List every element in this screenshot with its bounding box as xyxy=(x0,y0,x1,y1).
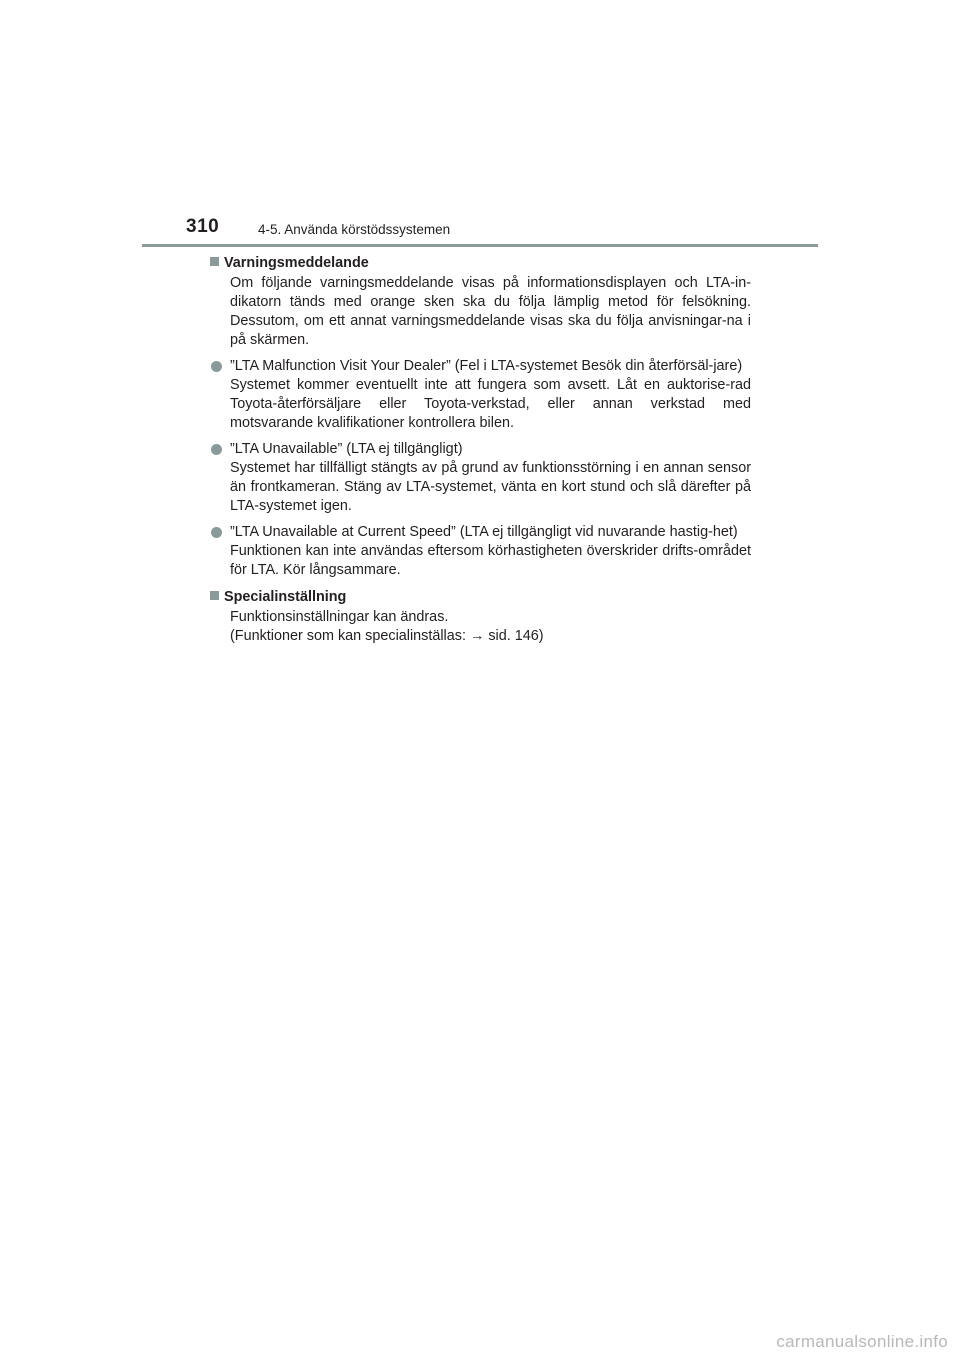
section-title: 4-5. Använda körstödssystemen xyxy=(258,222,451,237)
list-item xyxy=(210,440,751,516)
custom-line-reference: (Funktioner som kan specialinställas: → sid. 146) xyxy=(230,628,544,644)
header-rule xyxy=(142,244,818,247)
square-bullet-icon xyxy=(210,257,219,266)
heading-text: Varningsmeddelande xyxy=(224,255,369,271)
circle-bullet-icon xyxy=(211,527,222,538)
list-item xyxy=(210,523,751,580)
section-heading-custom xyxy=(210,588,751,607)
bullet-body: Systemet har tillfälligt stängts av på grund av funktionsstörning i en annan sensor än frontkameran. Stäng av LTA-systemet, vänta en kort stund och slå därefter på LTA-systemet igen. xyxy=(230,460,751,514)
circle-bullet-icon xyxy=(211,361,222,372)
section-heading-warning xyxy=(210,254,751,273)
bullet-body: Systemet kommer eventuellt inte att fungera som avsett. Låt en auktorise-rad Toyota-återförsäljare eller Toyota-verkstad, eller annan verkstad med motsvarande kvalifikationer kontrollera bilen. xyxy=(230,377,751,431)
warning-intro: Om följande varningsmeddelande visas på informationsdisplayen och LTA-in-dikatorn tänds med orange sken ska du följa lämplig metod för felsökning. Dessutom, om ett annat varningsmeddelande visas ska du följa anvisningar-na i på skärmen. xyxy=(230,275,751,348)
page-content xyxy=(210,254,751,646)
custom-line: Funktionsinställningar kan ändras. xyxy=(230,609,449,625)
circle-bullet-icon xyxy=(211,444,222,455)
bullet-title: ”LTA Unavailable” (LTA ej tillgängligt) xyxy=(230,441,463,457)
list-item xyxy=(210,357,751,433)
heading-text: Specialinställning xyxy=(224,589,347,605)
bullet-title: ”LTA Unavailable at Current Speed” (LTA ej tillgängligt vid nuvarande hastig-het) xyxy=(230,524,738,540)
bullet-body: Funktionen kan inte användas eftersom körhastigheten överskrider drifts-området för LTA. Kör långsammare. xyxy=(230,543,751,578)
square-bullet-icon xyxy=(210,591,219,600)
page-number: 310 xyxy=(186,216,220,237)
bullet-title: ”LTA Malfunction Visit Your Dealer” (Fel i LTA-systemet Besök din återförsäl-jare) xyxy=(230,358,743,374)
watermark: carmanualsonline.info xyxy=(776,1332,948,1351)
page-header xyxy=(142,214,818,244)
